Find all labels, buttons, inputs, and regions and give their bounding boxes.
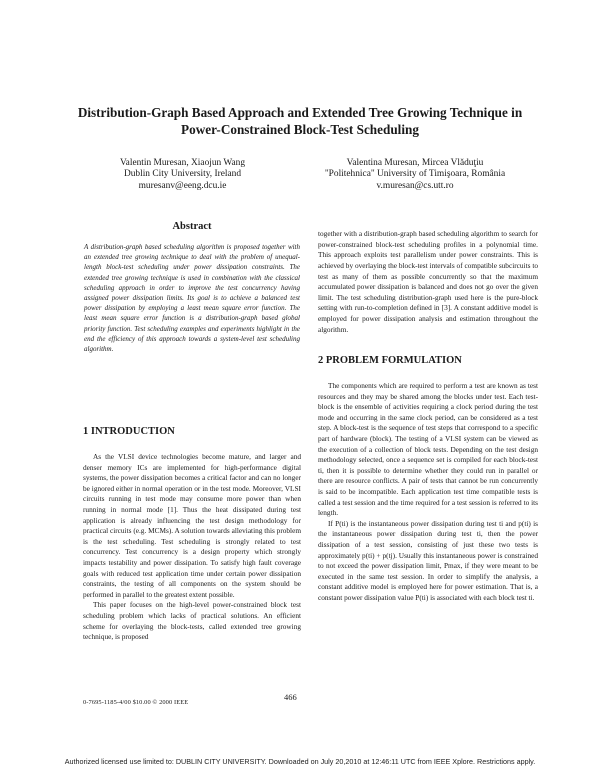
right-column-continuation: together with a distribution-graph based scheduling algorithm to search for power-constrained block-test scheduling profiles in a polynomial time. This approach exploits test parallelism under power constraints. This is achieved by overlaying the block-test intervals of compatible subcircuits to test as many of them as possible concurrently so that the maximum accumulated power dissipation is balanced and does not go over the given limit. The test scheduling distribution-graph used here is the pure-block setting with run-to-completion defined in [3]. A constant additive model is employed for power dissipation analysis and estimation throughout the algorithm. [318, 229, 538, 334]
intro-paragraph-2: This paper focuses on the high-level power-constrained block test scheduling problem which lacks of practical solutions. An efficient scheme for overlaying the block-tests, called extended tree growing technique, is proposed [83, 600, 301, 642]
author-email: muresanv@eeng.dcu.ie [138, 180, 227, 191]
copyright-line: 0-7695-1185-4/00 $10.00 © 2000 IEEE [83, 699, 189, 706]
abstract-text: A distribution-graph based scheduling algorithm is proposed together with an extended tree growing technique to deal with the problem of unequal-length block-test scheduling under power dissipation constraints. The extended tree growing technique is used in combination with the classical scheduling approach in order to improve the test concurrency having assigned power dissipation limits. Its goal is to achieve a balanced test power dissipation by employing a least mean square error function. The least mean square error function is a distribution-graph based global priority function. Test scheduling examples and experiments highlight in the end the efficiency of this approach towards a system-level test scheduling algorithm. [84, 243, 300, 354]
paper-title [40, 104, 560, 138]
author-block-1 [95, 158, 270, 192]
problem-formulation-body [318, 381, 538, 603]
intro-paragraph-1: As the VLSI device technologies become mature, and larger and denser memory ICs are implemented for high-performance digital systems, the power dissipation becomes a critical factor and can no longer be ignored either in normal operation or in the test mode. Moreover, VLSI circuits running in test mode may consume more power than when running in normal mode [1]. Thus the heat dissipated during test application is already influencing the test design methodology for practical circuits (e.g. MCMs). A solution towards alleviating this problem is the test scheduling. Test scheduling is strongly related to test concurrency. Test concurrency is a design property which strongly impacts testability and power dissipation. To satisfy high fault coverage goals with reduced test application time under certain power dissipation constraints, the testing of all components on the system should be performed in parallel to the greatest extent possible. [83, 452, 301, 599]
problem-paragraph-2: If P(ti) is the instantaneous power dissipation during test ti and p(ti) is the instantaneous power dissipation during test ti, then the power dissipation of a test session, consisting of just these two tests is approximately p(ti) + p(tj). Usually this instantaneous power is constrained to not exceed the power dissipation limit, Pmax, if they were meant to be executed in the same test session. In order to simplify the analysis, a constant additive model is employed here for power estimation. That is, a constant power dissipation value P(ti) is associated with each block test ti. [318, 518, 538, 602]
author-email: v.muresan@cs.utt.ro [376, 180, 454, 191]
author-names: Valentina Muresan, Mircea Vlăduţiu [346, 158, 484, 168]
abstract-heading: Abstract [172, 221, 212, 232]
author-block-2 [300, 158, 530, 192]
problem-paragraph-1: The components which are required to perform a test are known as test resources and they may be shared among the blocks under test. Each test-block is the ensemble of activities requiring a clock period during the test mode and occurring in the same clock period, can be considered as a test step. A block-test is the sequence of test steps that correspond to a specific part of hardware (block). The testing of a VLSI system can be viewed as the execution of a collection of block tests. Depending on the test design methodology selected, once a sequence set is compiled for each block-test ti, then it is possible to determine whether they could run in parallel or there are resource conflicts. A pair of tests that cannot be run concurrently is said to be incompatible. Each application test time compatible tests is called a test session and the time required for a test session is referred to its length. [318, 381, 538, 518]
introduction-body [83, 452, 301, 643]
author-affiliation: "Politehnica" University of Timişoara, România [324, 169, 506, 180]
title-line-1: Distribution-Graph Based Approach and Extended Tree Growing Technique in [77, 105, 523, 120]
title-line-2: Power-Constrained Block-Test Scheduling [181, 122, 419, 137]
author-names: Valentin Muresan, Xiaojun Wang [119, 158, 246, 168]
section-1-heading: 1 INTRODUCTION [83, 426, 175, 437]
download-footer: Authorized licensed use limited to: DUBLIN CITY UNIVERSITY. Downloaded on July 20,2010 at 12:46:11 UTC from IEEE Xplore. Restrictions apply. [64, 757, 536, 766]
author-affiliation: Dublin City University, Ireland [123, 169, 242, 180]
page-number: 466 [284, 692, 297, 702]
section-2-heading: 2 PROBLEM FORMULATION [318, 355, 462, 366]
